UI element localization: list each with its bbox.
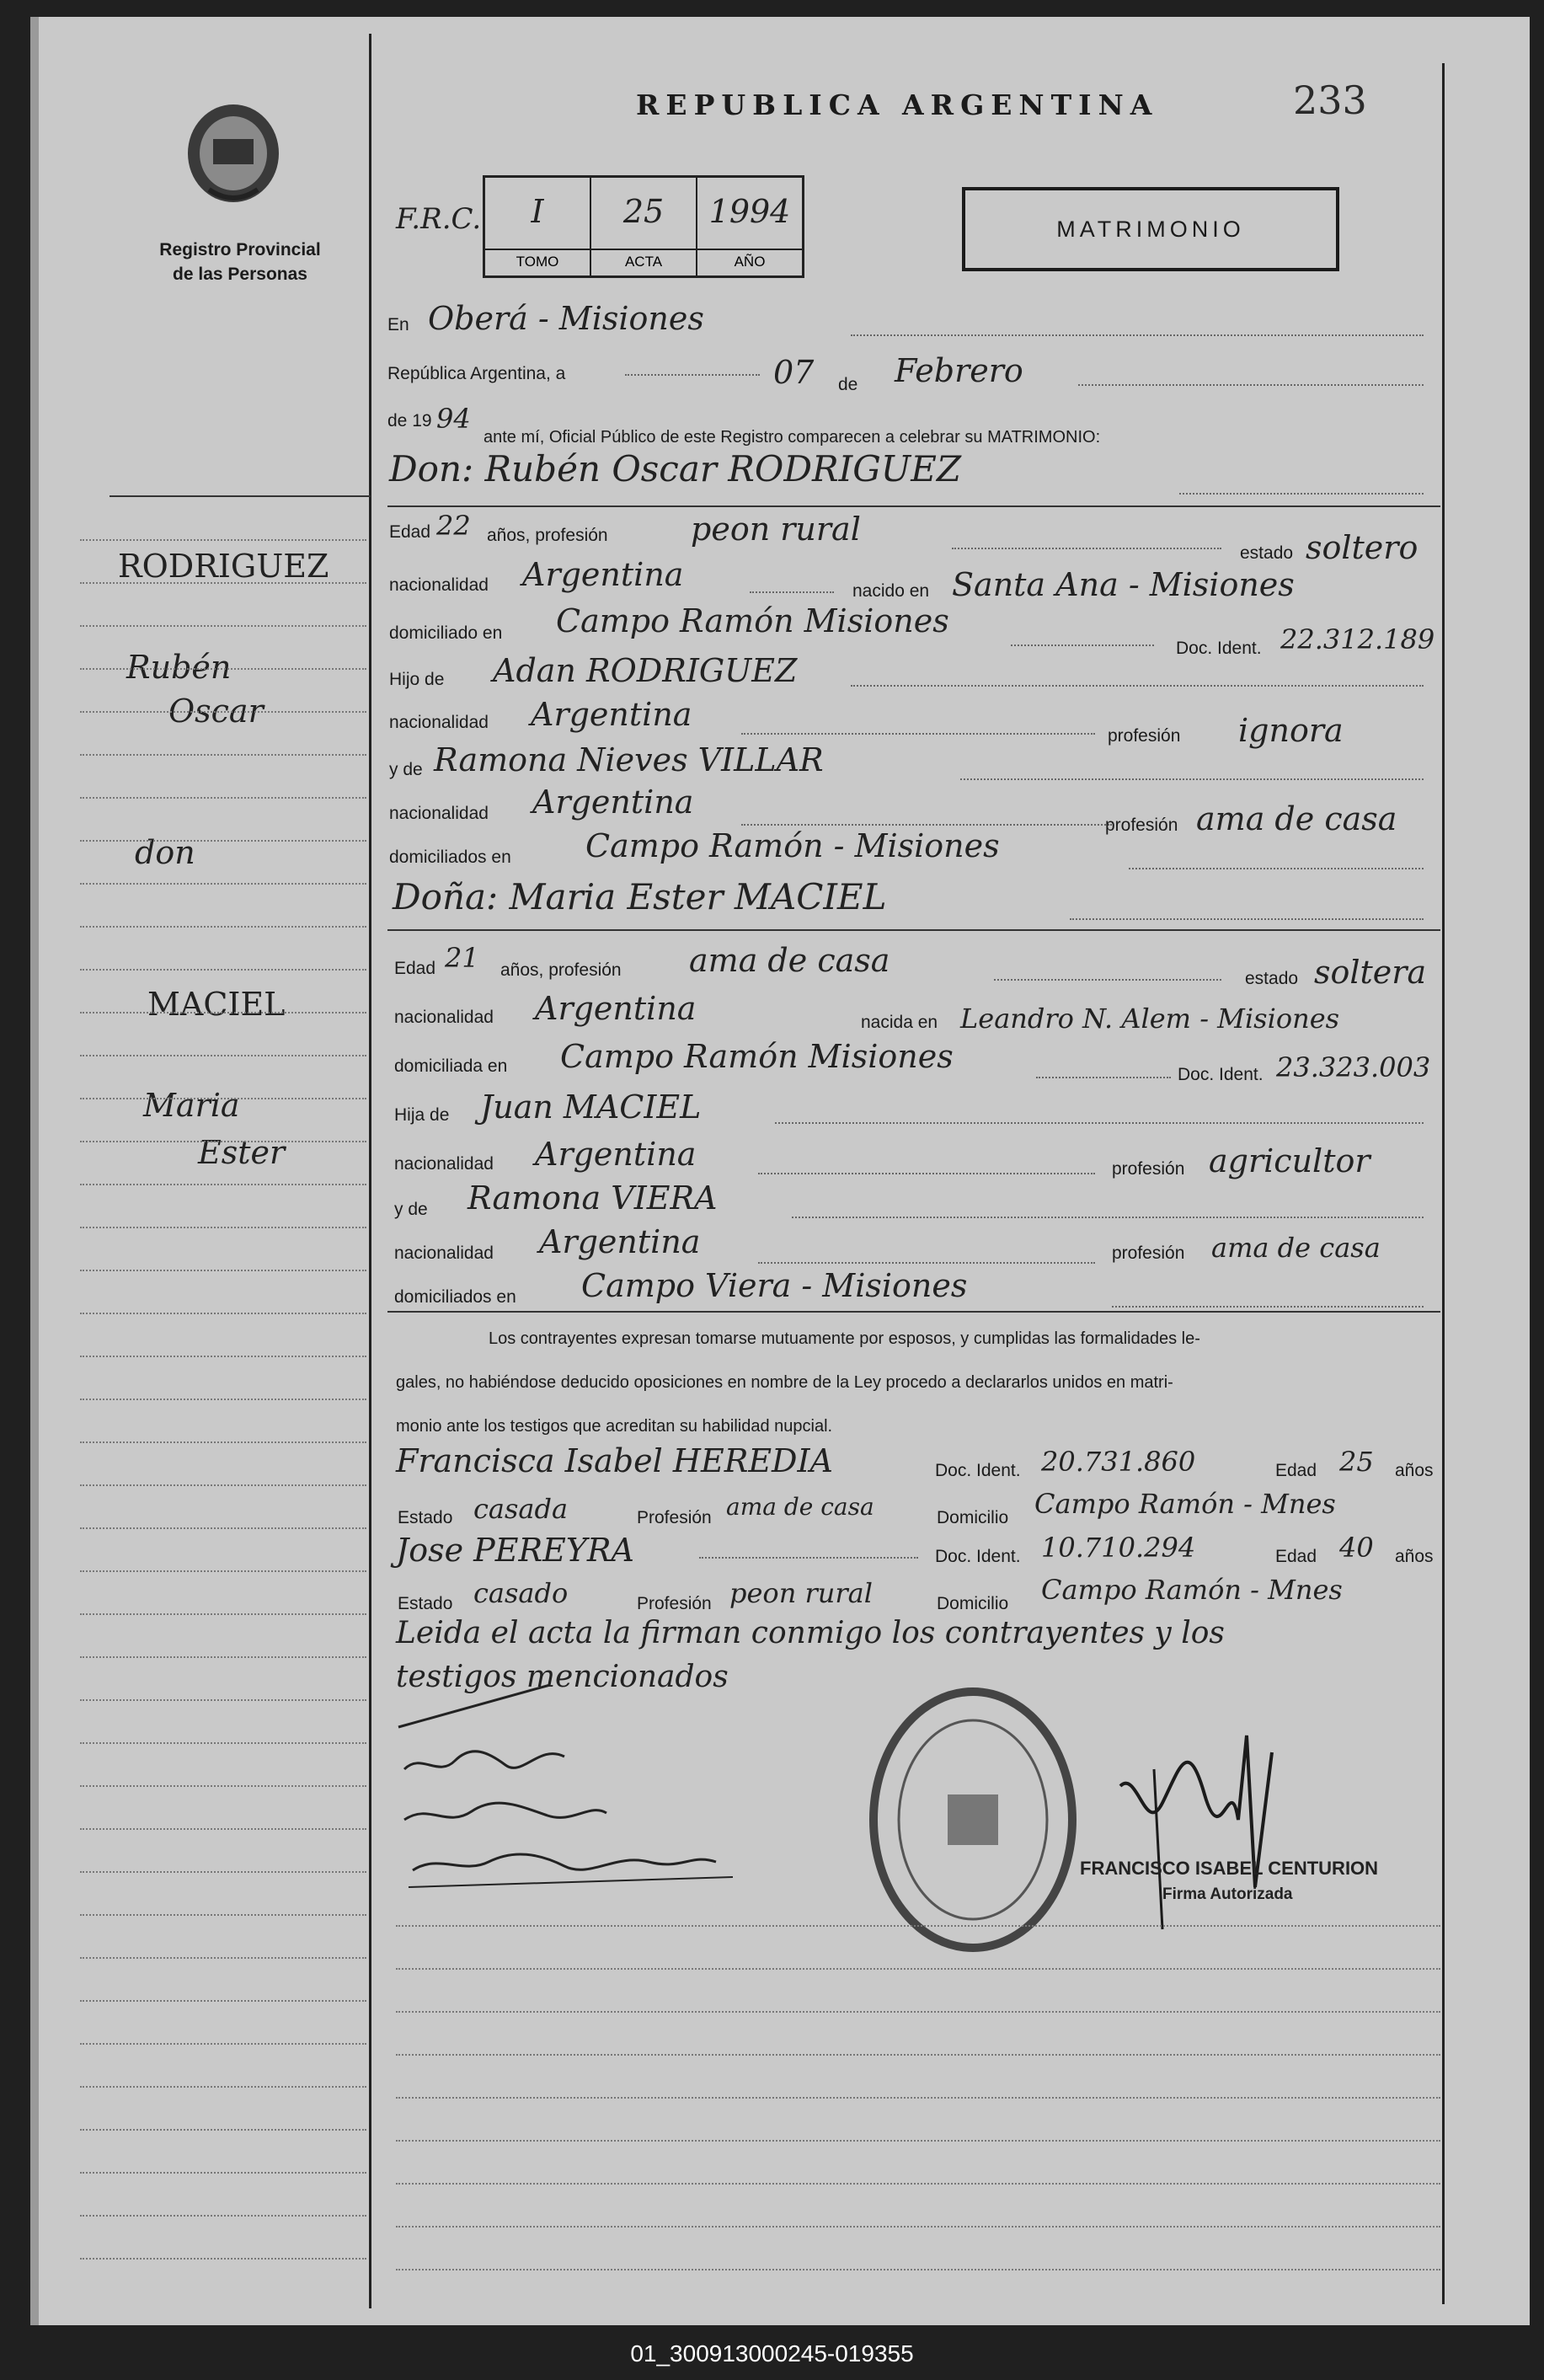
cancel-stroke bbox=[394, 1681, 554, 1731]
rule bbox=[758, 1262, 1095, 1264]
groom-father-nat-label: nacionalidad bbox=[389, 713, 489, 732]
year-prefix: de 19 bbox=[387, 411, 432, 431]
rule bbox=[699, 1557, 918, 1559]
ano-cell bbox=[697, 178, 802, 275]
bride-father-profession: agricultor bbox=[1209, 1142, 1370, 1179]
groom-mother-prof-label: profesión bbox=[1105, 816, 1178, 835]
rule bbox=[851, 685, 1424, 687]
bride-full-name: Doña: Maria Ester MACIEL bbox=[393, 876, 887, 917]
witness1-dom-label: Domicilio bbox=[937, 1508, 1009, 1527]
body-ruled-line bbox=[396, 2183, 1440, 2185]
groom-mother-profession: ama de casa bbox=[1196, 800, 1397, 837]
margin-ruled-line bbox=[80, 1313, 366, 1314]
place-value: Oberá - Misiones bbox=[428, 300, 704, 337]
rule bbox=[750, 591, 834, 593]
margin-ruled-line bbox=[80, 1399, 366, 1400]
organization-line1: Registro Provincial bbox=[159, 240, 321, 259]
witness2-profession: peon rural bbox=[729, 1577, 873, 1609]
groom-full-name: Don: Rubén Oscar RODRIGUEZ bbox=[389, 448, 962, 489]
acta-cell bbox=[591, 178, 697, 275]
margin-ruled-line bbox=[80, 926, 366, 928]
witness1-prof-label: Profesión bbox=[637, 1508, 712, 1527]
groom-nacionalidad-label: nacionalidad bbox=[389, 575, 489, 595]
bride-parents-dom-label: domiciliados en bbox=[394, 1287, 516, 1307]
bride-mother-prof-label: profesión bbox=[1112, 1243, 1185, 1263]
margin-bride-surname: MACIEL bbox=[147, 986, 286, 1023]
margin-ruled-line bbox=[80, 1356, 366, 1357]
right-border bbox=[1442, 63, 1445, 2304]
margin-ruled-line bbox=[80, 1098, 366, 1099]
margin-ruled-line bbox=[80, 582, 366, 584]
bride-father-nationality: Argentina bbox=[535, 1136, 697, 1173]
witness1-estado-label: Estado bbox=[398, 1508, 453, 1527]
margin-ruled-line bbox=[80, 1828, 366, 1830]
witness-signatures bbox=[396, 1736, 750, 1904]
margin-ruled-line bbox=[80, 1785, 366, 1787]
witness1-doc: 20.731.860 bbox=[1041, 1446, 1196, 1478]
groom-yde-label: y de bbox=[389, 760, 423, 779]
groom-father: Adan RODRIGUEZ bbox=[493, 652, 798, 689]
witness1-age: 25 bbox=[1339, 1446, 1374, 1478]
rule bbox=[1070, 918, 1424, 920]
margin-ruled-line bbox=[80, 1957, 366, 1959]
rule bbox=[1011, 644, 1154, 646]
country-title: REPUBLICA ARGENTINA bbox=[636, 88, 1159, 121]
margin-ruled-line bbox=[80, 754, 366, 756]
groom-estado-label: estado bbox=[1240, 543, 1294, 563]
body-ruled-line bbox=[396, 2226, 1440, 2228]
groom-parents-domicile: Campo Ramón - Misiones bbox=[585, 827, 1000, 864]
bride-mother: Ramona VIERA bbox=[467, 1179, 718, 1217]
witness2-doc-label: Doc. Ident. bbox=[935, 1547, 1021, 1566]
margin-ruled-line bbox=[80, 668, 366, 670]
rule bbox=[741, 733, 1095, 735]
tomo-cell bbox=[485, 178, 591, 275]
groom-mother-nat-label: nacionalidad bbox=[389, 804, 489, 823]
witness2-anos-label: años bbox=[1395, 1547, 1434, 1566]
tomo-label: TOMO bbox=[485, 249, 590, 270]
witness1-anos-label: años bbox=[1395, 1461, 1434, 1480]
margin-ruled-line bbox=[80, 1656, 366, 1658]
groom-hijo-label: Hijo de bbox=[389, 670, 445, 689]
margin-ruled-line bbox=[80, 883, 366, 885]
groom-top-rule bbox=[387, 505, 1440, 507]
bride-father: Juan MACIEL bbox=[480, 1088, 702, 1126]
margin-ruled-line bbox=[80, 1227, 366, 1228]
page-number: 233 bbox=[1293, 78, 1367, 123]
body-ruled-line bbox=[396, 2011, 1440, 2013]
witness1-profession: ama de casa bbox=[726, 1493, 874, 1521]
bride-mother-profession: ama de casa bbox=[1211, 1232, 1381, 1264]
rule bbox=[1078, 384, 1424, 386]
ano-label: AÑO bbox=[697, 249, 802, 270]
body-ruled-line bbox=[396, 2054, 1440, 2056]
rule bbox=[994, 979, 1221, 981]
groom-father-profession: ignora bbox=[1238, 712, 1344, 749]
margin-ruled-line bbox=[80, 2000, 366, 2002]
rule bbox=[792, 1217, 1424, 1218]
margin-ruled-line bbox=[80, 1742, 366, 1744]
margin-ruled-line bbox=[80, 1012, 366, 1014]
groom-father-prof-label: profesión bbox=[1108, 726, 1181, 746]
witness2-name: Jose PEREYRA bbox=[396, 1532, 634, 1569]
frc-label: F.R.C. bbox=[396, 202, 482, 236]
margin-ruled-line bbox=[80, 625, 366, 627]
body-ruled-line bbox=[396, 1968, 1440, 1970]
margin-ruled-line bbox=[80, 539, 366, 541]
margin-ruled-line bbox=[80, 711, 366, 713]
tomo-value: I bbox=[531, 193, 544, 230]
organization-name bbox=[118, 238, 362, 286]
bride-father-prof-label: profesión bbox=[1112, 1159, 1185, 1179]
groom-birthplace: Santa Ana - Misiones bbox=[952, 566, 1295, 603]
bride-nacionalidad-label: nacionalidad bbox=[394, 1008, 494, 1027]
month-value: Febrero bbox=[895, 352, 1023, 389]
witness2-doc: 10.710.294 bbox=[1041, 1532, 1196, 1564]
groom-parents-dom-label: domiciliados en bbox=[389, 848, 511, 867]
declaration-top-rule bbox=[387, 1311, 1440, 1313]
image-code: 01_300913000245-019355 bbox=[630, 2340, 914, 2367]
official-name: FRANCISCO ISABEL CENTURION bbox=[1080, 1858, 1379, 1879]
act-type-box: MATRIMONIO bbox=[962, 187, 1339, 271]
ano-value: 1994 bbox=[708, 193, 791, 230]
groom-nationality: Argentina bbox=[522, 556, 684, 593]
margin-divider bbox=[369, 34, 371, 2308]
witness1-edad-label: Edad bbox=[1275, 1461, 1317, 1480]
bride-profession: ama de casa bbox=[689, 942, 890, 979]
official-title: Firma Autorizada bbox=[1162, 1885, 1293, 1903]
de-label: de bbox=[838, 375, 858, 394]
margin-ruled-line bbox=[80, 1613, 366, 1615]
bride-nacida-label: nacida en bbox=[861, 1013, 938, 1032]
margin-groom-second: Oscar bbox=[168, 693, 264, 730]
organization-line2: de las Personas bbox=[173, 265, 307, 284]
groom-doc-label: Doc. Ident. bbox=[1176, 639, 1262, 658]
closing-line1: Leida el acta la firman conmigo los contrayentes y los bbox=[396, 1616, 1225, 1650]
bride-birthplace: Leandro N. Alem - Misiones bbox=[960, 1003, 1340, 1035]
margin-bride-first: Maria bbox=[143, 1087, 240, 1124]
bride-parents-domicile: Campo Viera - Misiones bbox=[581, 1267, 968, 1304]
margin-ruled-line bbox=[80, 1527, 366, 1529]
rule bbox=[1036, 1077, 1171, 1078]
rule bbox=[960, 778, 1424, 780]
body-ruled-line bbox=[396, 2269, 1440, 2270]
bride-top-rule bbox=[387, 929, 1440, 931]
body-ruled-line bbox=[396, 1925, 1440, 1927]
margin-ruled-line bbox=[80, 1871, 366, 1873]
bride-yde-label: y de bbox=[394, 1200, 428, 1219]
declaration-line3: monio ante los testigos que acreditan su habilidad nupcial. bbox=[396, 1417, 833, 1436]
bride-father-nat-label: nacionalidad bbox=[394, 1154, 494, 1174]
rule bbox=[625, 374, 760, 376]
body-ruled-line bbox=[396, 2097, 1440, 2099]
margin-ruled-line bbox=[80, 2215, 366, 2217]
rule bbox=[1129, 868, 1424, 869]
declaration-line2: gales, no habiéndose deducido oposiciones en nombre de la Ley procedo a declararlos unidos en matri- bbox=[396, 1373, 1173, 1392]
groom-domicile: Campo Ramón Misiones bbox=[556, 602, 949, 639]
bride-age: 21 bbox=[445, 942, 479, 974]
record-box bbox=[483, 175, 804, 278]
margin-ruled-line bbox=[80, 1570, 366, 1572]
bride-anos-label: años, profesión bbox=[500, 960, 622, 980]
body-ruled-line bbox=[396, 2140, 1440, 2142]
bride-estado: soltera bbox=[1314, 954, 1427, 991]
margin-ruled-line bbox=[80, 1914, 366, 1916]
rule bbox=[741, 824, 1112, 826]
margin-ruled-line bbox=[80, 2172, 366, 2174]
bride-domicilio-label: domiciliada en bbox=[394, 1056, 508, 1076]
groom-doc: 22.312.189 bbox=[1280, 623, 1435, 655]
declaration-line1: Los contrayentes expresan tomarse mutuamente por esposos, y cumplidas las formalidades le- bbox=[489, 1329, 1200, 1348]
margin-ruled-line bbox=[80, 2129, 366, 2131]
margin-ruled-line bbox=[80, 969, 366, 971]
bride-hija-label: Hija de bbox=[394, 1105, 450, 1125]
rule bbox=[758, 1173, 1095, 1174]
closing-line2: testigos mencionados bbox=[396, 1660, 729, 1694]
intro-statement: ante mí, Oficial Público de este Registro comparecen a celebrar su MATRIMONIO: bbox=[484, 428, 1101, 447]
bride-mother-nationality: Argentina bbox=[539, 1223, 701, 1260]
witness2-estado-label: Estado bbox=[398, 1594, 453, 1613]
margin-title: don bbox=[135, 834, 195, 871]
groom-domicilio-label: domiciliado en bbox=[389, 623, 503, 643]
year-suffix: 94 bbox=[436, 403, 471, 435]
official-stamp-icon bbox=[868, 1685, 1078, 1955]
groom-anos-label: años, profesión bbox=[487, 526, 608, 545]
margin-bride-second: Ester bbox=[198, 1134, 286, 1171]
margin-ruled-line bbox=[80, 2043, 366, 2045]
groom-edad-label: Edad bbox=[389, 522, 431, 542]
margin-ruled-line bbox=[80, 1141, 366, 1142]
margin-ruled-line bbox=[80, 840, 366, 842]
rule bbox=[775, 1122, 1424, 1124]
bride-nationality: Argentina bbox=[535, 990, 697, 1027]
groom-mother: Ramona Nieves VILLAR bbox=[434, 741, 824, 778]
coat-of-arms-icon bbox=[184, 101, 283, 211]
margin-ruled-line bbox=[80, 2086, 366, 2088]
rule bbox=[952, 548, 1221, 549]
margin-groom-surname: RODRIGUEZ bbox=[118, 548, 329, 585]
margin-top-rule bbox=[110, 495, 371, 497]
margin-ruled-line bbox=[80, 1270, 366, 1271]
bride-domicile: Campo Ramón Misiones bbox=[560, 1038, 954, 1075]
witness2-age: 40 bbox=[1339, 1532, 1374, 1564]
bride-estado-label: estado bbox=[1245, 969, 1299, 988]
groom-age: 22 bbox=[436, 510, 471, 542]
groom-profession: peon rural bbox=[691, 511, 861, 548]
margin-ruled-line bbox=[80, 1184, 366, 1185]
republica-label: República Argentina, a bbox=[387, 364, 566, 383]
witness1-estado: casada bbox=[473, 1493, 569, 1525]
rule bbox=[851, 334, 1424, 336]
witness2-prof-label: Profesión bbox=[637, 1594, 712, 1613]
bride-doc: 23.323.003 bbox=[1276, 1051, 1431, 1083]
groom-father-nationality: Argentina bbox=[531, 696, 692, 733]
rule bbox=[1112, 1306, 1424, 1308]
bride-doc-label: Doc. Ident. bbox=[1178, 1065, 1264, 1084]
en-label: En bbox=[387, 315, 409, 334]
groom-nacido-label: nacido en bbox=[852, 581, 930, 601]
groom-estado: soltero bbox=[1306, 529, 1418, 566]
margin-ruled-line bbox=[80, 2258, 366, 2260]
witness2-dom-label: Domicilio bbox=[937, 1594, 1009, 1613]
margin-groom-first: Rubén bbox=[126, 649, 232, 686]
witness2-estado: casado bbox=[473, 1577, 569, 1609]
bride-mother-nat-label: nacionalidad bbox=[394, 1243, 494, 1263]
margin-ruled-line bbox=[80, 1484, 366, 1486]
witness1-name: Francisca Isabel HEREDIA bbox=[396, 1442, 833, 1479]
margin-ruled-line bbox=[80, 1699, 366, 1701]
witness2-edad-label: Edad bbox=[1275, 1547, 1317, 1566]
acta-value: 25 bbox=[622, 193, 665, 230]
binding-edge bbox=[30, 17, 39, 2325]
margin-ruled-line bbox=[80, 797, 366, 799]
margin-ruled-line bbox=[80, 1055, 366, 1056]
day-value: 07 bbox=[773, 354, 815, 391]
witness1-domicile: Campo Ramón - Mnes bbox=[1034, 1488, 1336, 1520]
margin-ruled-line bbox=[80, 1441, 366, 1443]
acta-label: ACTA bbox=[591, 249, 696, 270]
groom-mother-nationality: Argentina bbox=[532, 784, 694, 821]
rule bbox=[1179, 493, 1424, 495]
bride-edad-label: Edad bbox=[394, 959, 436, 978]
witness2-domicile: Campo Ramón - Mnes bbox=[1041, 1574, 1343, 1606]
official-signature bbox=[1112, 1719, 1280, 1938]
witness1-doc-label: Doc. Ident. bbox=[935, 1461, 1021, 1480]
